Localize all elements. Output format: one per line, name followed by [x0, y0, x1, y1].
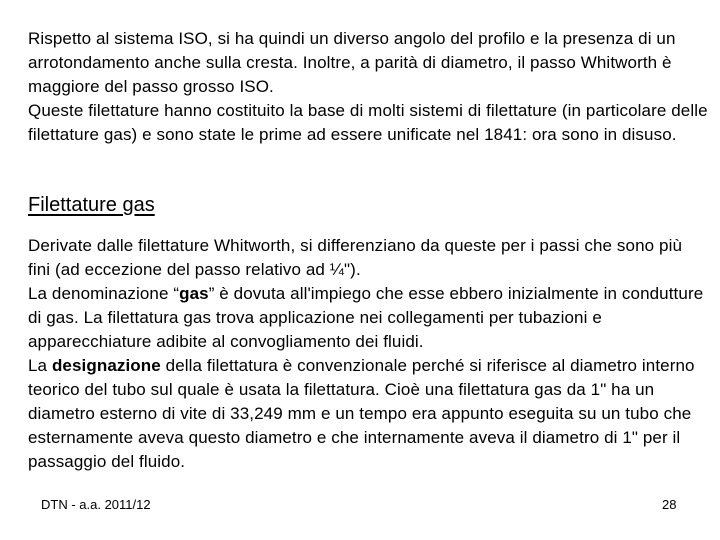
section-heading: Filettature gas: [28, 194, 155, 216]
footer-page-number: 28: [662, 497, 677, 512]
section-paragraph-1: Derivate dalle filettature Whitworth, si differenziano da queste per i passi che sono più fini (ad eccezione del passo relativo ad ¼").: [28, 236, 682, 279]
intro-paragraph-1: Rispetto al sistema ISO, si ha quindi un diverso angolo del profilo e la presenza di un arrotondamento anche sulla cresta. Inoltre, a parità di diametro, il passo Whitworth è maggiore del passo grosso ISO.: [28, 29, 676, 96]
paragraph-3-text-after: della filettatura è convenzionale perché si riferisce al diametro interno teorico del tubo sul quale è usata la filettatura. Cioè una filettatura gas da 1" ha un diametro esterno di vite di 33,249 mm e un tempo era appunto eseguita su un tubo che esternamente aveva questo diametro e che internamente aveva il diametro di 1" per il passaggio del fluido.: [28, 356, 695, 471]
paragraph-2-text-after: ” è dovuta all'impiego che esse ebbero inizialmente in condutture di gas. La filettatura gas trova applicazione nei collegamenti per tubazioni e apparecchiature adibite al convogliamento dei fluidi.: [28, 284, 704, 351]
intro-text: [28, 27, 708, 147]
section-body: [28, 234, 708, 474]
intro-paragraph-2: Queste filettature hanno costituito la base di molti sistemi di filettature (in particolare delle filettature gas) e sono state le prime ad essere unificate nel 1841: ora sono in disuso.: [28, 101, 708, 144]
section-paragraph-3: [28, 354, 708, 474]
section-paragraph-2: [28, 282, 708, 354]
paragraph-3-text-before: La: [28, 356, 52, 375]
gas-term: gas: [179, 284, 209, 303]
paragraph-2-text-before: La denominazione “: [28, 284, 180, 303]
footer-course-label: DTN - a.a. 2011/12: [41, 497, 151, 512]
designazione-term: designazione: [51, 356, 161, 375]
